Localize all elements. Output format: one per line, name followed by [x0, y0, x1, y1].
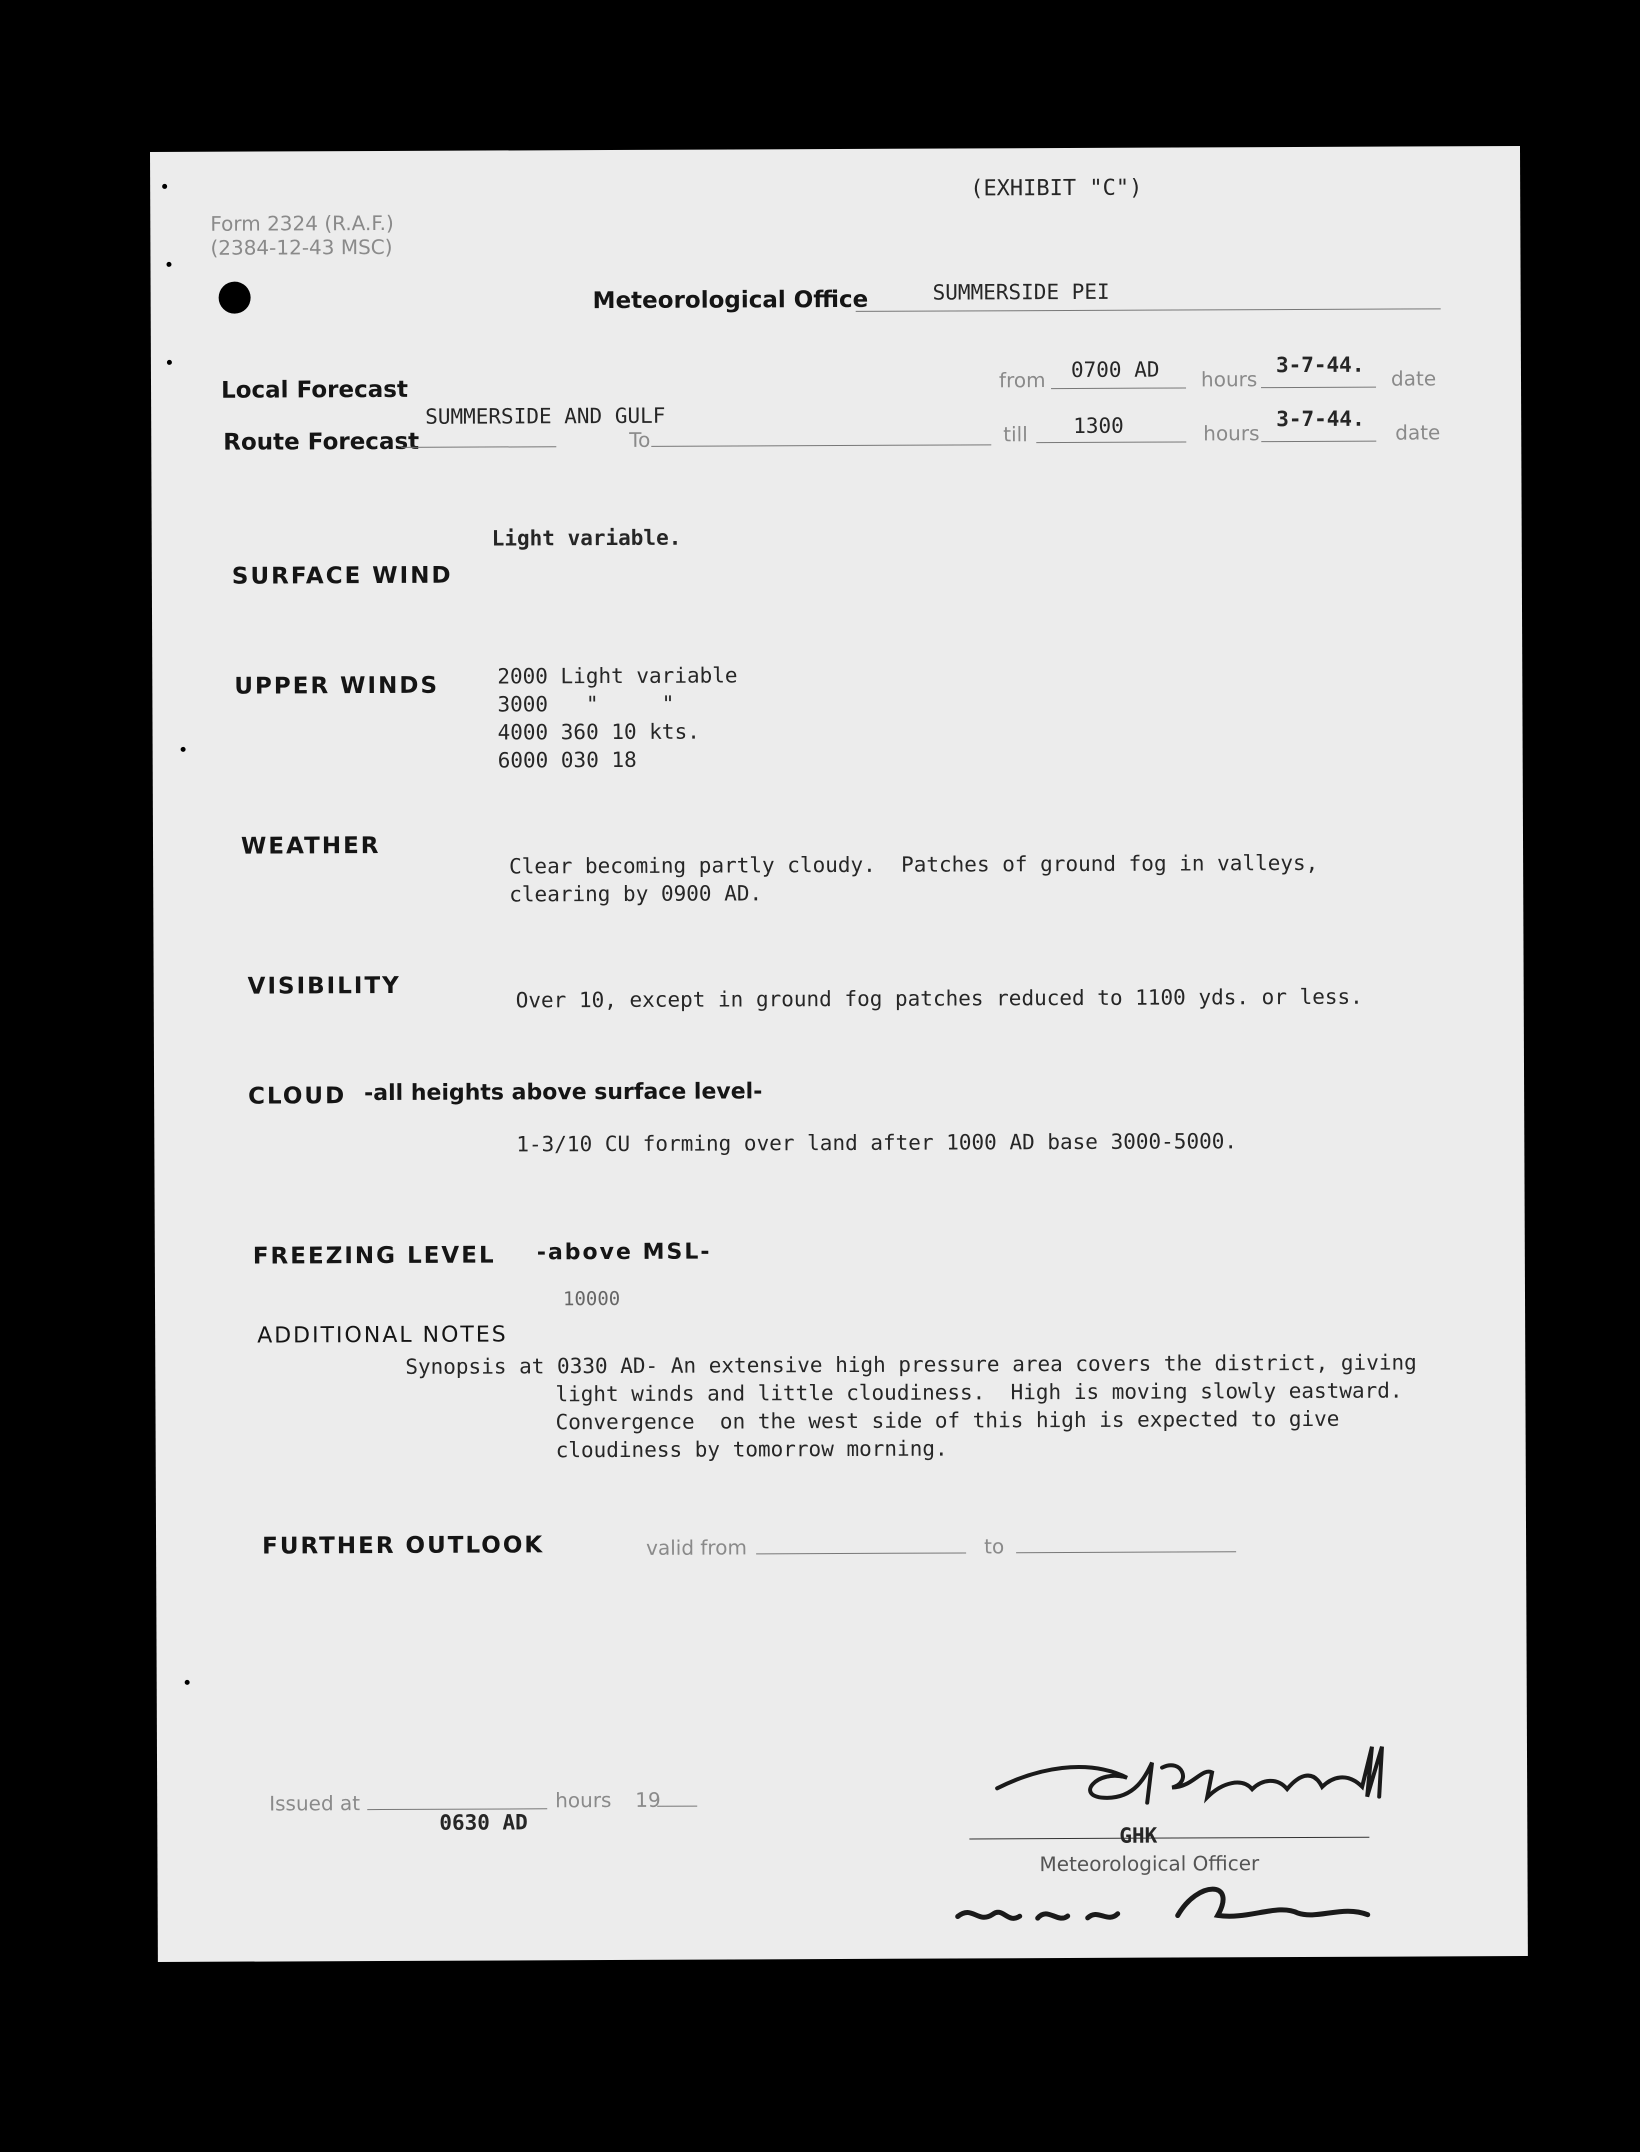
till-date-label: date: [1395, 420, 1441, 445]
till-hours-label: hours: [1203, 421, 1260, 446]
office-underline: [856, 308, 1441, 312]
from-date-label: date: [1390, 366, 1437, 391]
surface-wind-label: SURFACE WIND: [231, 562, 453, 590]
margin-mark: [167, 360, 172, 365]
margin-mark: [166, 262, 171, 267]
margin-mark: [185, 1680, 190, 1685]
upper-winds-row: 6000 030 18: [497, 747, 637, 773]
exhibit-label: (EXHIBIT "C"): [970, 175, 1143, 202]
margin-mark: [181, 747, 186, 752]
form-number: Form 2324 (R.A.F.): [210, 210, 394, 236]
office-value: SUMMERSIDE PEI: [932, 279, 1110, 305]
upper-winds-row: 3000 " ": [497, 691, 675, 717]
forecast-form-page: [150, 146, 1528, 1962]
weather-label: WEATHER: [240, 833, 381, 860]
notes-line: Synopsis at 0330 AD- An extensive high pressure area covers the district, giving: [405, 1350, 1417, 1379]
punch-hole: [219, 282, 251, 314]
freezing-level-label: FREEZING LEVEL: [252, 1242, 496, 1270]
additional-notes-label: ADDITIONAL NOTES: [257, 1322, 508, 1349]
upper-winds-row: 4000 360 10 kts.: [497, 719, 700, 745]
officer-title: Meteorological Officer: [1039, 1851, 1260, 1877]
from-date: 3-7-44.: [1275, 352, 1365, 378]
visibility-label: VISIBILITY: [247, 972, 401, 1000]
countersignature: [948, 1874, 1428, 1946]
office-label: Meteorological Office: [592, 286, 869, 315]
route-value: SUMMERSIDE AND GULF: [425, 403, 666, 429]
valid-from-label: valid from: [646, 1535, 747, 1560]
upper-winds-row: 2000 Light variable: [497, 663, 738, 689]
issued-at-label: Issued at: [269, 1791, 361, 1816]
officer-initials: GHK: [1119, 1823, 1158, 1848]
local-forecast-label: Local Forecast: [220, 376, 408, 404]
surface-wind-value: Light variable.: [491, 525, 682, 551]
further-outlook-label: FURTHER OUTLOOK: [262, 1532, 545, 1560]
valid-to-label: to: [984, 1534, 1005, 1559]
cloud-value: 1-3/10 CU forming over land after 1000 AD base 3000-5000.: [516, 1129, 1238, 1157]
upper-winds-label: UPPER WINDS: [234, 672, 440, 700]
till-time: 1300: [1073, 413, 1124, 438]
from-hours-label: hours: [1200, 367, 1258, 392]
from-label: from: [998, 368, 1046, 393]
margin-mark: [162, 184, 167, 189]
notes-line: light winds and little cloudiness. High is moving slowly eastward.: [555, 1378, 1403, 1407]
freezing-level-value: 10000: [562, 1287, 621, 1311]
officer-signature: [977, 1726, 1437, 1828]
notes-line: Convergence on the west side of this high is expected to give: [555, 1406, 1340, 1435]
issued-hours-label: hours: [555, 1788, 612, 1813]
visibility-value: Over 10, except in ground fog patches reduced to 1100 yds. or less.: [515, 984, 1363, 1013]
weather-line: clearing by 0900 AD.: [509, 881, 763, 907]
cloud-label: CLOUD: [248, 1083, 347, 1110]
issued-time: 0630 AD: [439, 1810, 528, 1835]
cloud-sublabel: -all heights above surface level-: [364, 1079, 763, 1107]
notes-line: cloudiness by tomorrow morning.: [555, 1436, 948, 1463]
weather-line: Clear becoming partly cloudy. Patches of ground fog in valleys,: [509, 850, 1319, 879]
route-forecast-label: Route Forecast: [223, 428, 420, 456]
form-code: (2384-12-43 MSC): [210, 234, 393, 260]
from-time: 0700 AD: [1070, 357, 1160, 382]
issued-year-label: 19: [635, 1787, 661, 1812]
to-label: To: [629, 427, 651, 452]
freezing-level-sublabel: -above MSL-: [536, 1239, 712, 1266]
till-date: 3-7-44.: [1276, 406, 1365, 432]
till-label: till: [1003, 422, 1028, 447]
